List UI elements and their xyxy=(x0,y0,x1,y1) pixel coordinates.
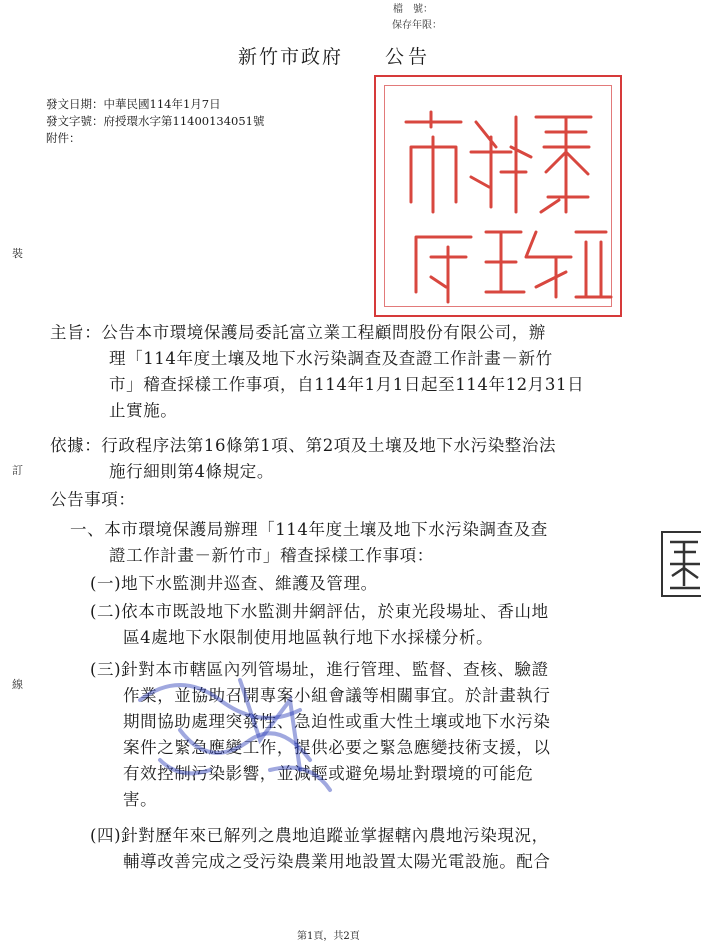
retention-period-label: 保存年限： xyxy=(392,20,442,31)
attachment-label: 附件： xyxy=(46,131,81,145)
file-number-label: 檔 號： xyxy=(393,4,433,15)
subject-line-4: 止實施。 xyxy=(109,401,178,420)
subitem-3-line-2: 作業，並協助召開專案小組會議等相關事宜。於計畫執行 xyxy=(123,686,551,705)
item-1-line-2: 證工作計畫－新竹市」稽查採樣工作事項： xyxy=(109,546,434,565)
official-seal xyxy=(374,75,622,317)
subitem-2-line-1: (二)依本市既設地下水監測井網評估，於東光段場址、香山地 xyxy=(90,602,549,621)
seam-stamp xyxy=(660,530,701,598)
subitem-3-line-6: 害。 xyxy=(123,790,158,809)
reference-number: 發文字號：府授環水字第11400134051號 xyxy=(46,114,265,128)
subject-line-3: 市」稽查採樣工作事項，自114年1月1日起至114年12月31日 xyxy=(109,375,585,394)
page-number: 第1頁，共2頁 xyxy=(297,931,360,942)
issuing-agency-title: 新竹市政府 xyxy=(238,46,344,68)
basis-line-1: 依據：行政程序法第16條第1項、第2項及土壤及地下水污染整治法 xyxy=(50,436,557,455)
margin-mark-order: 訂 xyxy=(12,464,23,477)
subitem-3-line-5: 有效控制污染影響，並減輕或避免場址對環境的可能危 xyxy=(123,764,534,783)
document-type-title: 公告 xyxy=(385,46,432,68)
subitem-3-line-1: (三)針對本市轄區內列管場址，進行管理、監督、查核、驗證 xyxy=(90,660,549,679)
subject-line-2: 理「114年度土壤及地下水污染調查及查證工作計畫－新竹 xyxy=(109,349,553,368)
subitem-2-line-2: 區4處地下水限制使用地區執行地下水採樣分析。 xyxy=(123,628,494,647)
subitem-4-line-1: (四)針對歷年來已解列之農地追蹤並掌握轄內農地污染現況， xyxy=(90,826,549,845)
subject-line-1: 主旨：公告本市環境保護局委託富立業工程顧問股份有限公司，辦 xyxy=(50,323,546,342)
margin-mark-line: 線 xyxy=(12,678,23,691)
issue-date: 發文日期：中華民國114年1月7日 xyxy=(46,97,221,111)
subitem-4-line-2: 輔導改善完成之受污染農業用地設置太陽光電設施。配合 xyxy=(123,852,551,871)
subitem-3-line-4: 案件之緊急應變工作，提供必要之緊急應變技術支援，以 xyxy=(123,738,551,757)
subitem-1-line-1: (一)地下水監測井巡查、維護及管理。 xyxy=(90,574,378,593)
basis-line-2: 施行細則第4條規定。 xyxy=(109,462,274,481)
ink-stamp-smudge xyxy=(120,660,400,820)
announcement-items-heading: 公告事項： xyxy=(50,490,136,509)
margin-mark-bind: 裝 xyxy=(12,247,23,260)
subitem-3-line-3: 期間協助處理突發性、急迫性或重大性土壤或地下水污染 xyxy=(123,712,551,731)
item-1-line-1: 一、本市環境保護局辦理「114年度土壤及地下水污染調查及查 xyxy=(70,520,548,539)
